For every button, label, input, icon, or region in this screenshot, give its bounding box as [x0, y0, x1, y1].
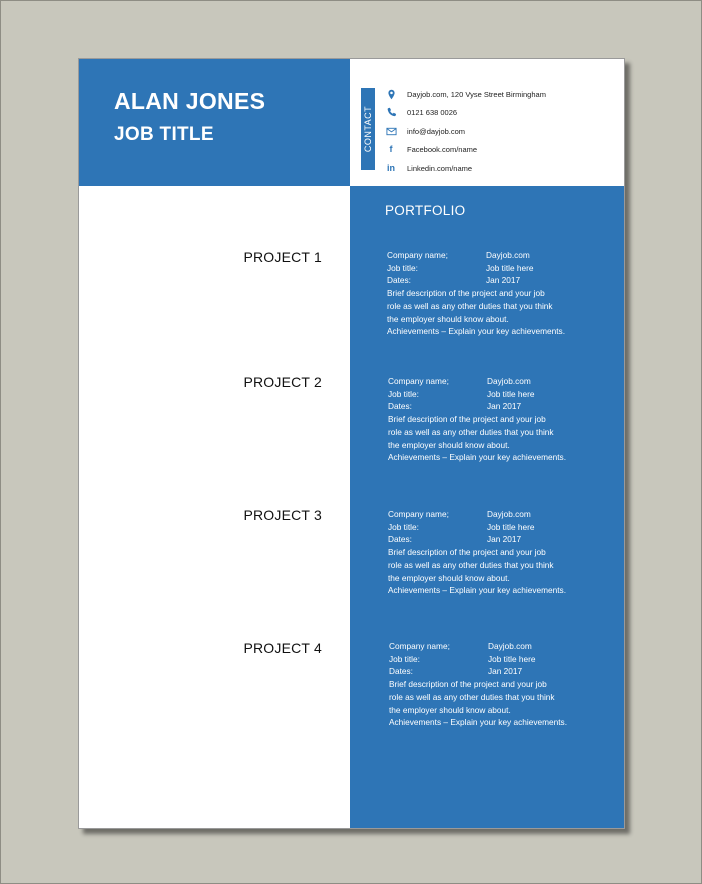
project-1-label: PROJECT 1 — [243, 249, 322, 265]
contact-item-phone[interactable] — [384, 104, 546, 123]
project-3-job-row — [388, 521, 566, 534]
project-4-company-row — [389, 640, 567, 653]
contact-tab — [361, 88, 375, 170]
dates-value: Jan 2017 — [488, 666, 523, 677]
job-value: Job title here — [487, 521, 535, 532]
contact-item-facebook[interactable] — [384, 141, 546, 160]
project-4-desc-line-3: the employer should know about. — [389, 704, 511, 715]
company-key: Company name; — [388, 509, 449, 519]
job-key: Job title: — [389, 653, 420, 664]
contact-email: info@dayjob.com — [407, 126, 466, 136]
portfolio-title: PORTFOLIO — [385, 203, 466, 218]
facebook-glyph: f — [389, 144, 393, 155]
project-3-desc-line-2: role as well as any other duties that you think — [388, 559, 554, 570]
contact-facebook: Facebook.com/name — [407, 145, 478, 155]
project-2-company-row — [388, 375, 566, 388]
project-4-label: PROJECT 4 — [243, 640, 322, 656]
project-2-desc-line-2: role as well as any other duties that you think — [388, 426, 554, 437]
cv-page — [78, 58, 625, 829]
job-value: Job title here — [486, 262, 534, 273]
contact-item-email[interactable] — [384, 122, 546, 141]
project-4-desc-line-4: Achievements – Explain your key achievements. — [389, 717, 568, 728]
project-3-label: PROJECT 3 — [243, 507, 322, 523]
job-key: Job title: — [388, 388, 419, 399]
contact-label: CONTACT — [363, 105, 373, 153]
contact-item-linkedin[interactable] — [384, 159, 546, 178]
project-3-desc-line-1: Brief description of the project and your job — [388, 547, 546, 558]
project-1-desc-line-3: the employer should know about. — [387, 313, 509, 324]
project-1-desc-line-1: Brief description of the project and your job — [387, 288, 545, 299]
job-key: Job title: — [387, 262, 418, 273]
project-3-company-row — [388, 508, 566, 521]
project-2-dates-row — [388, 400, 566, 413]
project-1-job-row — [387, 262, 565, 275]
dates-key: Dates: — [387, 275, 411, 286]
dates-key: Dates: — [388, 534, 412, 545]
dates-key: Dates: — [388, 401, 412, 412]
project-1-company-row — [387, 249, 565, 262]
company-value: Dayjob.com — [486, 250, 530, 260]
project-4-desc-line-1: Brief description of the project and your job — [389, 679, 547, 690]
project-1-desc-line-4: Achievements – Explain your key achievements. — [387, 326, 566, 337]
candidate-name: ALAN JONES — [114, 88, 266, 114]
contact-address: Dayjob.com, 120 Vyse Street Birmingham — [407, 89, 546, 99]
job-value: Job title here — [488, 653, 536, 664]
dates-value: Jan 2017 — [487, 534, 522, 545]
contact-list — [384, 85, 546, 178]
project-2-desc-line-4: Achievements – Explain your key achievements. — [388, 452, 567, 463]
project-4-details — [389, 640, 567, 729]
project-2-label: PROJECT 2 — [243, 374, 322, 390]
company-key: Company name; — [387, 250, 448, 260]
dates-value: Jan 2017 — [487, 401, 522, 412]
facebook-icon — [384, 144, 398, 156]
contact-phone: 0121 638 0026 — [407, 108, 458, 118]
job-key: Job title: — [388, 521, 419, 532]
company-key: Company name; — [389, 641, 450, 651]
linkedin-icon — [384, 162, 398, 174]
linkedin-glyph: in — [387, 162, 395, 173]
name-header — [79, 59, 350, 186]
dates-key: Dates: — [389, 666, 413, 677]
dates-value: Jan 2017 — [486, 275, 521, 286]
company-value: Dayjob.com — [487, 376, 531, 386]
project-4-job-row — [389, 653, 567, 666]
contact-item-address[interactable] — [384, 85, 546, 104]
company-value: Dayjob.com — [488, 641, 532, 651]
phone-icon — [384, 107, 398, 119]
project-2-details — [388, 375, 566, 464]
project-2-desc-line-3: the employer should know about. — [388, 439, 510, 450]
portfolio-panel — [350, 186, 625, 829]
contact-linkedin: Linkedin.com/name — [407, 163, 473, 173]
job-value: Job title here — [487, 388, 535, 399]
company-value: Dayjob.com — [487, 509, 531, 519]
project-4-dates-row — [389, 665, 567, 678]
project-1-dates-row — [387, 274, 565, 287]
project-3-desc-line-4: Achievements – Explain your key achievements. — [388, 585, 567, 596]
project-1-details — [387, 249, 565, 338]
envelope-icon — [384, 125, 398, 137]
location-pin-icon — [384, 88, 398, 100]
project-3-details — [388, 508, 566, 597]
company-key: Company name; — [388, 376, 449, 386]
project-3-dates-row — [388, 533, 566, 546]
project-1-desc-line-2: role as well as any other duties that you think — [387, 300, 553, 311]
project-2-desc-line-1: Brief description of the project and your job — [388, 414, 546, 425]
project-3-desc-line-3: the employer should know about. — [388, 572, 510, 583]
project-4-desc-line-2: role as well as any other duties that you think — [389, 691, 555, 702]
job-title: JOB TITLE — [114, 124, 214, 145]
project-2-job-row — [388, 388, 566, 401]
